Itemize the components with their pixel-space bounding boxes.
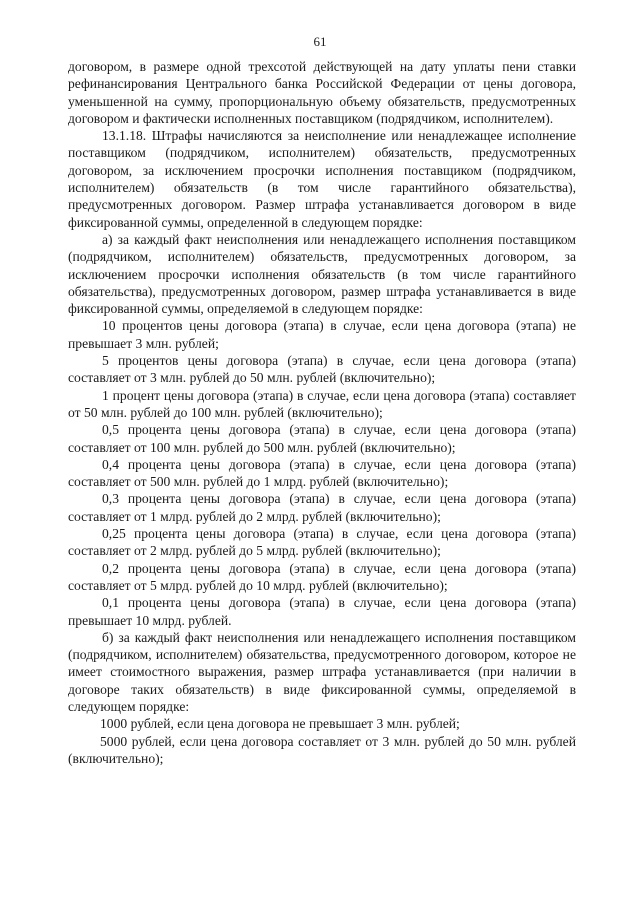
list-item-rate-0-1: 0,1 процента цены договора (этапа) в случае, если цена договора (этапа) превышает 10 млрд. рублей.	[68, 595, 576, 628]
page-number: 61	[313, 34, 327, 49]
list-item-rate-10: 10 процентов цены договора (этапа) в случае, если цена договора (этапа) не превышает 3 млн. рублей;	[68, 318, 576, 351]
list-item-rate-5: 5 процентов цены договора (этапа) в случае, если цена договора (этапа) составляет от 3 млн. рублей до 50 млн. рублей (включительно);	[68, 353, 576, 386]
list-item-amount-5000: 5000 рублей, если цена договора составляет от 3 млн. рублей до 50 млн. рублей (включительно);	[68, 733, 576, 766]
document-body	[68, 58, 576, 767]
list-item-rate-0-4: 0,4 процента цены договора (этапа) в случае, если цена договора (этапа) составляет от 500 млн. рублей до 1 млрд. рублей (включительно);	[68, 456, 576, 490]
list-item-rate-1: 1 процент цены договора (этапа) в случае, если цена договора (этапа) составляет от 50 млн. рублей до 100 млн. рублей (включительно);	[68, 387, 576, 420]
list-item-rate-0-25: 0,25 процента цены договора (этапа) в случае, если цена договора (этапа) составляет от 2 млрд. рублей до 5 млрд. рублей (включительно);	[68, 526, 576, 559]
list-item-rate-0-5: 0,5 процента цены договора (этапа) в случае, если цена договора (этапа) составляет от 100 млн. рублей до 500 млн. рублей (включительно);	[68, 422, 576, 455]
list-item-amount-1000: 1000 рублей, если цена договора не превышает 3 млн. рублей;	[100, 716, 460, 732]
paragraph-subclause-a: а) за каждый факт неисполнения или ненадлежащего исполнения поставщиком (подрядчиком, исполнителем) обязательств, предусмотренных договором, за исключением просрочки исполнения обязательств (в том числе гарантийного обязательства), предусмотренных договором, размер штрафа устанавливается в виде фиксированной суммы, определяемой в следующем порядке:	[68, 231, 576, 317]
paragraph-clause-13-1-18: 13.1.18. Штрафы начисляются за неисполнение или ненадлежащее исполнение поставщиком (подрядчиком, исполнителем) обязательств, предусмотренных договором, за исключением просрочки исполнения поставщиком (подрядчиком, исполнителем) обязательств (в том числе гарантийного обязательства), предусмотренных договором. Размер штрафа устанавливается договором в виде фиксированной суммы, определенной в следующем порядке:	[68, 128, 576, 230]
list-item-rate-0-2: 0,2 процента цены договора (этапа) в случае, если цена договора (этапа) составляет от 5 млрд. рублей до 10 млрд. рублей (включительно);	[68, 560, 576, 593]
paragraph-penalty-continuation: договором, в размере одной трехсотой действующей на дату уплаты пени ставки рефинансирования Центрального банка Российской Федерации от цены договора, уменьшенной на сумму, пропорциональную объему обязательств, предусмотренных договором и фактически исполненных поставщиком (подрядчиком, исполнителем).	[68, 59, 576, 126]
list-item-rate-0-3: 0,3 процента цены договора (этапа) в случае, если цена договора (этапа) составляет от 1 млрд. рублей до 2 млрд. рублей (включительно);	[68, 491, 576, 524]
paragraph-subclause-b: б) за каждый факт неисполнения или ненадлежащего исполнения поставщиком (подрядчиком, исполнителем) обязательства, предусмотренного договором, которое не имеет стоимостного выражения, размер штрафа устанавливается (при наличии в договоре таких обязательств) в виде фиксированной суммы, определяемой в следующем порядке:	[68, 629, 576, 714]
